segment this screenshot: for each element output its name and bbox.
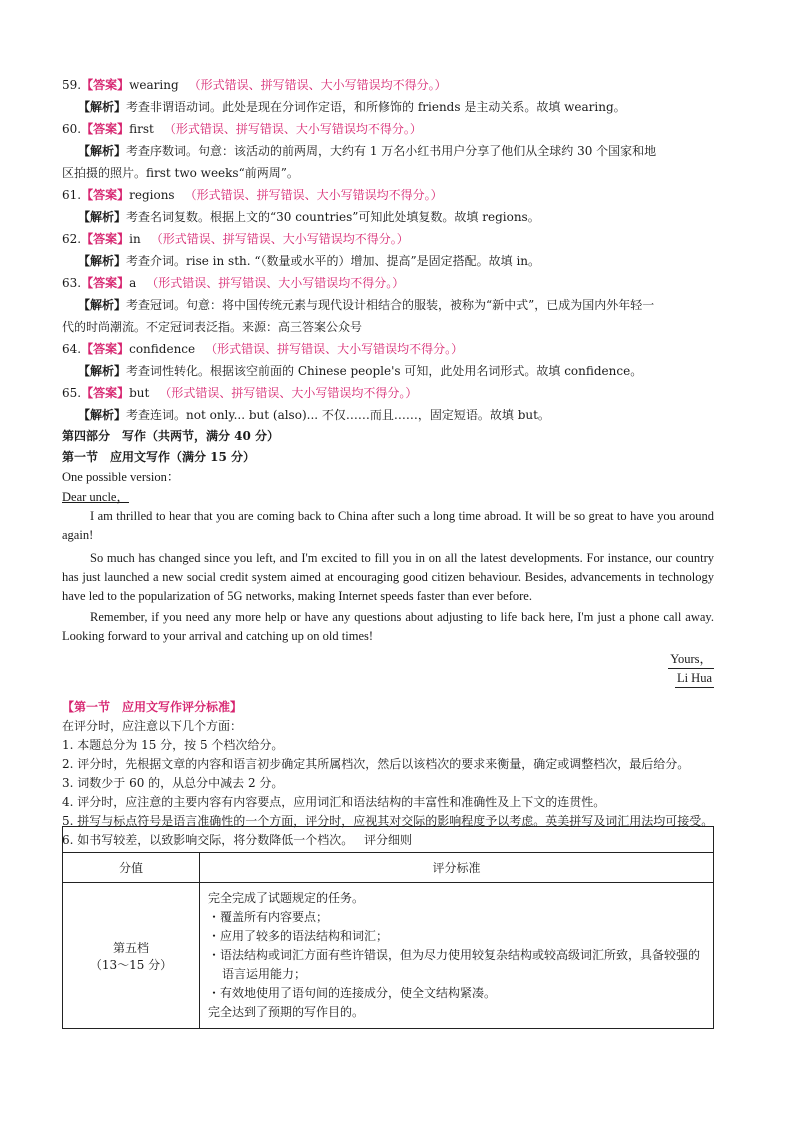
answer-value: regions (129, 188, 175, 202)
grading-table (62, 826, 714, 1029)
analysis-label: 【解析】 (78, 144, 127, 158)
answer-value: a (129, 276, 137, 290)
answer-line (62, 338, 714, 360)
analysis-label: 【解析】 (78, 364, 127, 378)
answer-line (62, 382, 714, 404)
answer-line (62, 118, 714, 140)
letter-closing-text: Yours， (668, 650, 714, 669)
analysis-line (62, 360, 714, 382)
answer-value: but (129, 386, 150, 400)
rubric-intro: 在评分时，应注意以下几个方面： (62, 719, 243, 733)
letter-paragraph-2: So much has changed since you left, and I'm excited to fill you in on all the latest developments. For instance, our country has just launched a new social credit system aimed at encouraging good citizen behaviour. Besides, advancements in technology have led to the popularization of 5G networks, making Internet speeds faster than ever before. (62, 551, 714, 603)
analysis-label: 【解析】 (78, 100, 127, 114)
analysis-line (62, 316, 714, 338)
answer-label: 【答案】 (81, 342, 130, 356)
analysis-text: 区拍摄的照片。first two weeks“前两周”。 (62, 166, 299, 180)
grade-range: （13～15 分） (89, 957, 173, 972)
answer-label: 【答案】 (81, 122, 130, 136)
analysis-text: 考查词性转化。根据该空前面的 Chinese people's 可知，此处用名词形式。故填 confidence。 (126, 364, 643, 378)
answer-note: （形式错误、拼写错误、大小写错误均不得分。） (159, 386, 418, 400)
answer-note: （形式错误、拼写错误、大小写错误均不得分。） (188, 78, 447, 92)
analysis-line (62, 206, 714, 228)
answer-items (62, 74, 714, 426)
answer-label: 【答案】 (81, 386, 130, 400)
analysis-line (62, 404, 714, 426)
criteria-line: ・有效地使用了语句间的连接成分，使全文结构紧凑。 (208, 986, 497, 1000)
analysis-line (62, 250, 714, 272)
rubric-rule: 2. 评分时，先根据文章的内容和语言初步确定其所属档次，然后以该档次的要求来衡量，确定或调整档次，最后给分。 (62, 757, 690, 771)
letter-closing (62, 650, 714, 669)
analysis-label: 【解析】 (78, 408, 127, 422)
answer-number: 59. (62, 78, 82, 92)
letter-signature (62, 669, 714, 688)
analysis-line (62, 294, 714, 316)
table-header-criteria: 评分标准 (200, 853, 714, 883)
analysis-label: 【解析】 (78, 210, 127, 224)
letter-paragraph-1: I am thrilled to hear that you are coming back to China after such a long time abroad. It will be so great to have you around again! (62, 509, 714, 542)
table-grade-cell (63, 883, 200, 1029)
letter-paragraph-3: Remember, if you need any more help or have any questions about adjusting to life back here, I'm just a phone call away. Looking forward to your arrival and catching up on old times! (62, 610, 714, 643)
letter-greeting: Dear uncle， (62, 490, 129, 504)
answer-line (62, 228, 714, 250)
answer-label: 【答案】 (81, 78, 130, 92)
analysis-text: 代的时尚潮流。不定冠词表泛指。来源：高三答案公众号 (62, 320, 363, 334)
answer-note: （形式错误、拼写错误、大小写错误均不得分。） (205, 342, 464, 356)
part4-title: 第四部分 写作（共两节，满分 40 分） (62, 429, 280, 443)
answer-note: （形式错误、拼写错误、大小写错误均不得分。） (184, 188, 443, 202)
analysis-line (62, 162, 714, 184)
analysis-text: 考查介词。rise in sth. “（数量或水平的）增加、提高”是固定搭配。故填 in。 (126, 254, 541, 268)
analysis-text: 考查连词。not only... but (also)... 不仅……而且……，固定短语。故填 but。 (126, 408, 550, 422)
answer-note: （形式错误、拼写错误、大小写错误均不得分。） (146, 276, 405, 290)
rubric-rule: 3. 词数少于 60 的，从总分中减去 2 分。 (62, 776, 284, 790)
rubric-rule: 4. 评分时，应注意的主要内容有内容要点，应用词汇和语法结构的丰富性和准确性及上下文的连贯性。 (62, 795, 606, 809)
criteria-line: ・语法结构或词汇方面有些许错误，但为尽力使用较复杂结构或较高级词汇所致，具备较强的语言运用能力； (208, 948, 701, 981)
analysis-label: 【解析】 (78, 254, 127, 268)
answer-line (62, 74, 714, 96)
answer-number: 63. (62, 276, 82, 290)
analysis-text: 考查序数词。句意：该活动的前两周，大约有 1 万名小红书用户分享了他们从全球约 30 个国家和地 (126, 144, 657, 158)
answer-number: 61. (62, 188, 82, 202)
criteria-line: 完全完成了试题规定的任务。 (208, 891, 365, 905)
answer-number: 60. (62, 122, 82, 136)
answer-number: 64. (62, 342, 82, 356)
answer-value: first (129, 122, 154, 136)
model-letter (62, 468, 714, 688)
answer-value: confidence (129, 342, 196, 356)
letter-intro: One possible version： (62, 470, 180, 484)
rubric-rule: 5. 拼写与标点符号是语言准确性的一个方面，评分时，应视其对交际的影响程度予以考虑。英美拼写及词汇用法均可接受。 (62, 814, 714, 828)
analysis-text: 考查名词复数。根据上文的“30 countries”可知此处填复数。故填 regions。 (126, 210, 540, 224)
criteria-line: ・应用了较多的语法结构和词汇； (208, 929, 389, 943)
answer-number: 62. (62, 232, 82, 246)
analysis-line (62, 96, 714, 118)
rubric-rule: 6. 如书写较差，以致影响交际，将分数降低一个档次。 (62, 833, 354, 847)
criteria-line: ・覆盖所有内容要点； (208, 910, 329, 924)
answer-note: （形式错误、拼写错误、大小写错误均不得分。） (150, 232, 409, 246)
analysis-text: 考查冠词。句意：将中国传统元素与现代设计相结合的服装，被称为“新中式”，已成为国内外年轻一 (126, 298, 655, 312)
answer-page (62, 74, 714, 1019)
rubric-title: 【第一节 应用文写作评分标准】 (62, 700, 243, 714)
answer-label: 【答案】 (81, 276, 130, 290)
answer-line (62, 272, 714, 294)
answer-value: in (129, 232, 141, 246)
answer-line (62, 184, 714, 206)
answer-label: 【答案】 (81, 188, 130, 202)
criteria-line: 完全达到了预期的写作目的。 (208, 1005, 365, 1019)
section1-title: 第一节 应用文写作（满分 15 分） (62, 450, 256, 464)
analysis-label: 【解析】 (78, 298, 127, 312)
rubric-rule: 1. 本题总分为 15 分，按 5 个档次给分。 (62, 738, 284, 752)
answer-value: wearing (129, 78, 179, 92)
table-criteria-cell (200, 883, 714, 1029)
analysis-text: 考查非谓语动词。此处是现在分词作定语，和所修饰的 friends 是主动关系。故填 wearing。 (126, 100, 626, 114)
analysis-line (62, 140, 714, 162)
answer-label: 【答案】 (81, 232, 130, 246)
table-header-score: 分值 (63, 853, 200, 883)
table-caption: 评分细则 (63, 827, 714, 853)
answer-note: （形式错误、拼写错误、大小写错误均不得分。） (163, 122, 422, 136)
answer-number: 65. (62, 386, 82, 400)
letter-signature-text: Li Hua (675, 669, 714, 688)
grade-name: 第五档 (112, 940, 149, 955)
